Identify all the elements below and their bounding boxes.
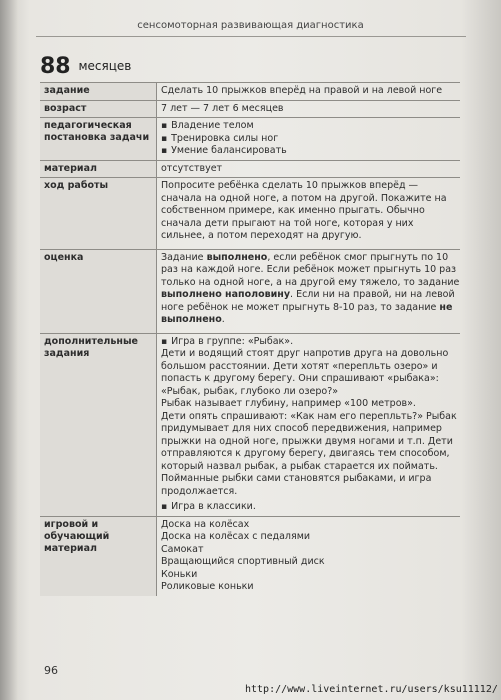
play-material-item: Доска на колёсах: [161, 518, 250, 530]
source-url-watermark: http://www.liveinternet.ru/users/ksu11112/: [245, 684, 498, 695]
goal-item: ▪ Владение телом: [161, 120, 460, 133]
age-unit: месяцев: [78, 59, 132, 73]
content-task: Сделать 10 прыжков вперёд на правой и на левой ноге: [156, 83, 460, 100]
row-additional: [40, 333, 460, 516]
label-procedure: ход работы: [40, 178, 156, 249]
label-goals: педагогическая постановка задачи: [40, 118, 156, 160]
page-binding-shadow: [0, 0, 18, 700]
content-goals: [156, 118, 460, 160]
label-age: возраст: [40, 101, 156, 118]
play-material-item: Самокат: [161, 543, 204, 555]
game-rybak-line: Дети опять спрашивают: «Как нам его перепльть?» Рыбак придумывает для них способ передвижения, например прыжки на одной ноге, прыжки двумя ногами и т.п. Дети отправляются к другому берегу, двигаясь тем способом, который назвал рыбак, а рыбак старается их поймать. Пойманные рыбки сами становятся рыбаками, и игра продолжается.: [161, 410, 457, 497]
age-number: 88: [40, 54, 71, 79]
content-age: 7 лет — 7 лет 6 месяцев: [156, 101, 460, 118]
goal-item: ▪ Тренировка силы ног: [161, 133, 460, 146]
play-material-item: Вращающийся спортивный диск: [161, 556, 325, 567]
row-goals: [40, 117, 460, 160]
row-task: [40, 82, 460, 100]
task-table: [40, 82, 460, 596]
game-rybak-line: Дети и водящий стоят друг напротив друга на довольно большом расстоянии. Дети хотят «перепльть озеро» и попасть к другому берегу. Они спрашивают «рыбака»:: [161, 348, 449, 384]
label-task: задание: [40, 83, 156, 100]
game-rybak-line: Рыбак называет глубину, например «100 метров».: [161, 398, 416, 409]
row-play-material: [40, 516, 460, 596]
play-material-item: Роликовые коньки: [161, 581, 254, 592]
game-rybak-title: ▪ Игра в группе: «Рыбак».: [161, 336, 460, 349]
row-procedure: [40, 177, 460, 249]
page-number: 96: [44, 664, 58, 677]
label-play-material: игровой и обучающий материал: [40, 517, 156, 596]
row-age: [40, 100, 460, 118]
row-material: [40, 160, 460, 178]
age-heading: [40, 54, 131, 79]
game-klassiki-title: ▪ Игра в классики.: [161, 501, 460, 514]
label-additional: дополнительные задания: [40, 334, 156, 516]
content-material: отсутствует: [156, 161, 460, 178]
goal-item: ▪ Умение балансировать: [161, 145, 460, 158]
game-rybak-line: «Рыбак, рыбак, глубоко ли озеро?»: [161, 385, 339, 397]
content-procedure: Попросите ребёнка сделать 10 прыжков вперёд — сначала на одной ноге, а потом на другой. Покажите на собственном примере, как именно прыгать. Обычно сначала дети прыгают на той ноге, которая у них сильнее, а потом переходят на другую.: [156, 178, 460, 249]
header-divider: [36, 36, 466, 37]
label-evaluation: оценка: [40, 250, 156, 333]
content-play-material: [156, 517, 460, 596]
running-header: сенсомоторная развивающая диагностика: [137, 20, 364, 31]
play-material-item: Коньки: [161, 568, 198, 580]
content-evaluation: [156, 250, 460, 333]
row-evaluation: [40, 249, 460, 333]
evaluation-text: Задание выполнено, если ребёнок смог прыгнуть по 10 раз на каждой ноге. Если ребёнок может прыгнуть 10 раз только на одной ноге, а на другой ему тяжело, то задание выполнено наполовину. Если ни на правой, ни на левой ноге ребёнок не может прыгнуть 8-10 раз, то задание не выполнено.: [161, 251, 460, 325]
play-material-item: Доска на колёсах с педалями: [161, 531, 311, 542]
content-additional: [156, 334, 460, 516]
label-material: материал: [40, 161, 156, 178]
